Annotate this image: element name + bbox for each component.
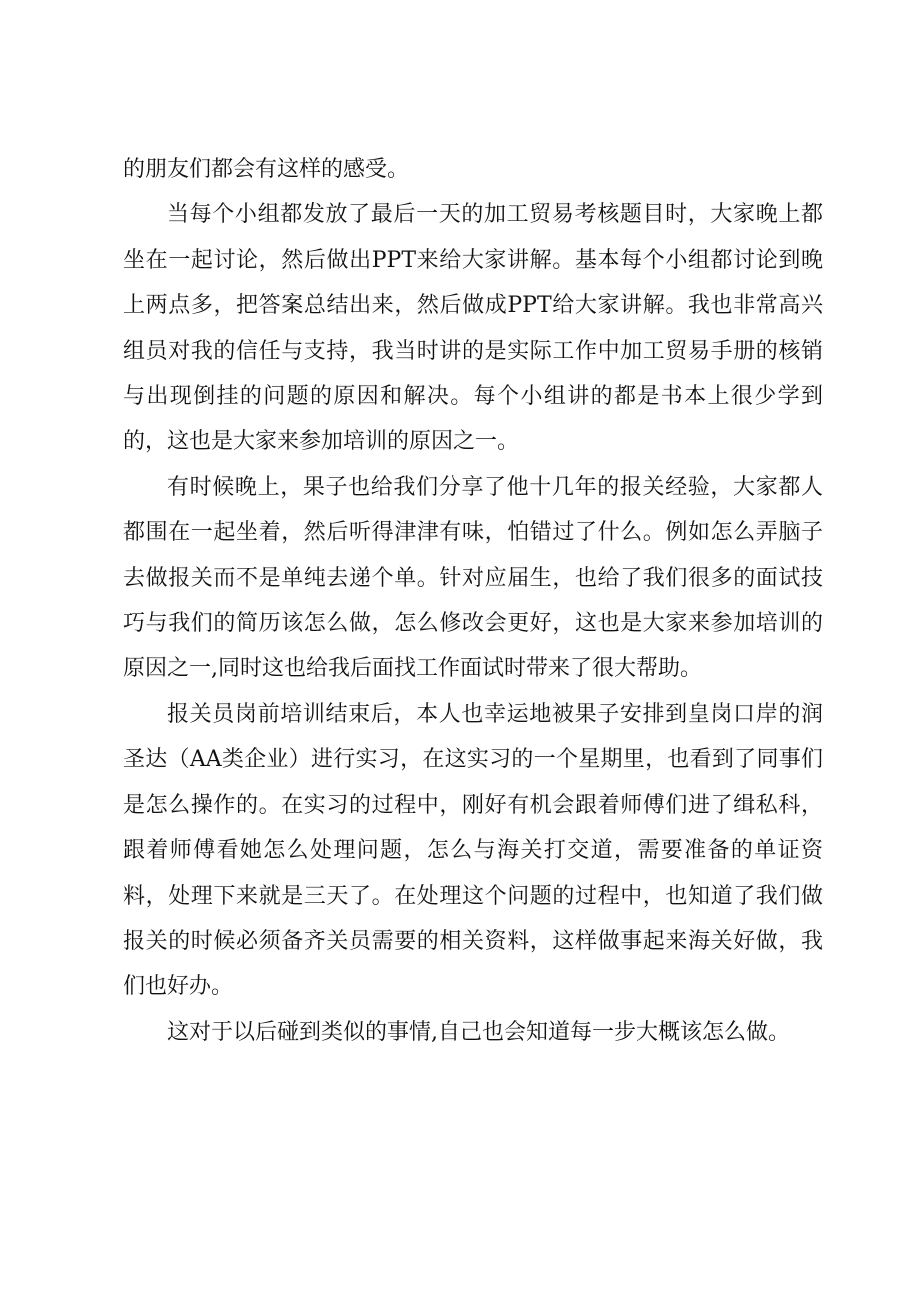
document-body	[123, 147, 823, 1055]
paragraph-processing-trade-exam: 当每个小组都发放了最后一天的加工贸易考核题目时，大家晚上都坐在一起讨论，然后做出PPT来给大家讲解。基本每个小组都讨论到晚上两点多，把答案总结出来，然后做成PPT给大家讲解。我也非常高兴组员对我的信任与支持，我当时讲的是实际工作中加工贸易手册的核销与出现倒挂的问题的原因和解决。每个小组讲的都是书本上很少学到的，这也是大家来参加培训的原因之一。	[123, 202, 823, 455]
paragraph-internship: 报关员岗前培训结束后，本人也幸运地被果子安排到皇岗口岸的润圣达（AA类企业）进行实习，在这实习的一个星期里，也看到了同事们是怎么操作的。在实习的过程中，刚好有机会跟着师傅们进了缉私科，跟着师傅看她怎么处理问题，怎么与海关打交道，需要准备的单证资料，处理下来就是三天了。在处理这个问题的过程中，也知道了我们做报关的时候必须备齐关员需要的相关资料，这样做事起来海关好做，我们也好办。	[123, 701, 823, 1000]
paragraph-conclusion: 这对于以后碰到类似的事情,自己也会知道每一步大概该怎么做。	[167, 1019, 790, 1045]
paragraph-customs-experience-sharing: 有时候晚上，果子也给我们分享了他十几年的报关经验，大家都人都围在一起坐着，然后听得津津有味，怕错过了什么。例如怎么弄脑子去做报关而不是单纯去递个单。针对应届生，也给了我们很多的面试技巧与我们的简历该怎么做，怎么修改会更好，这也是大家来参加培训的原因之一,同时这也给我后面找工作面试时带来了很大帮助。	[123, 474, 823, 682]
paragraph-continuation: 的朋友们都会有这样的感受。	[123, 157, 410, 182]
